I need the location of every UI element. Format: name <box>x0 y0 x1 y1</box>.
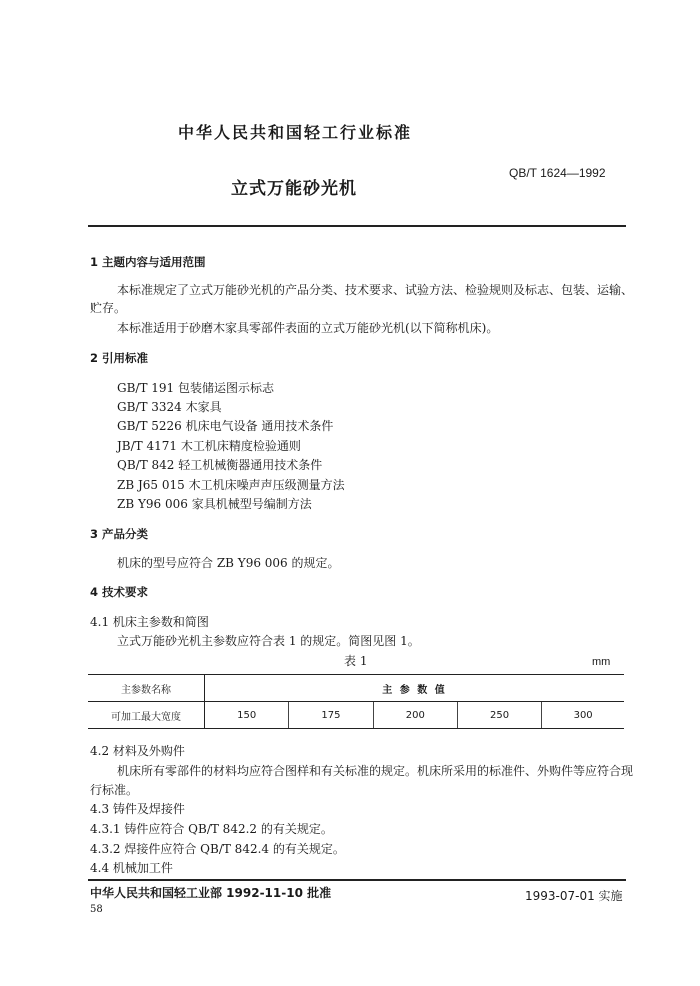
section-1-paragraph-2: 本标准适用于砂磨木家具零部件表面的立式万能砂光机(以下简称机床)。 <box>117 321 499 335</box>
reference-item: ZB Y96 006 家具机械型号编制方法 <box>117 497 312 511</box>
reference-item: GB/T 3324 木家具 <box>117 400 222 414</box>
table-caption: 表 1 <box>344 654 368 668</box>
issuing-organization-title: 中华人民共和国轻工行业标准 <box>178 123 413 142</box>
footer-rule <box>88 879 626 881</box>
section-4-2-paragraph-line1: 机床所有零部件的材料均应符合图样和有关标准的规定。机床所采用的标准件、外购件等应符合现 <box>117 764 634 778</box>
section-4-3-2: 4.3.2 焊接件应符合 QB/T 842.4 的有关规定。 <box>90 842 345 856</box>
table-cell: 250 <box>457 702 541 729</box>
table-cell: 200 <box>373 702 457 729</box>
section-4-3-1: 4.3.1 铸件应符合 QB/T 842.2 的有关规定。 <box>90 822 333 836</box>
section-4-heading: 4 技术要求 <box>90 585 149 599</box>
page-number: 58 <box>90 904 103 915</box>
section-3-heading: 3 产品分类 <box>90 527 149 541</box>
reference-item: QB/T 842 轻工机械衡器通用技术条件 <box>117 458 323 472</box>
section-4-2-heading: 4.2 材料及外购件 <box>90 744 185 758</box>
section-4-4-heading: 4.4 机械加工件 <box>90 861 173 875</box>
standard-code: QB/T 1624—1992 <box>509 166 606 180</box>
section-2-heading: 2 引用标准 <box>90 351 149 365</box>
section-1-paragraph-line1: 本标准规定了立式万能砂光机的产品分类、技术要求、试验方法、检验规则及标志、包装、运输、 <box>117 283 634 297</box>
section-3-paragraph: 机床的型号应符合 ZB Y96 006 的规定。 <box>117 556 340 570</box>
table-cell: 175 <box>289 702 373 729</box>
parameter-table <box>88 674 624 729</box>
approval-statement: 中华人民共和国轻工业部 1992-11-10 批准 <box>90 886 332 900</box>
table-header-row <box>88 675 624 702</box>
table-row-label: 可加工最大宽度 <box>88 702 205 729</box>
reference-item: GB/T 191 包装储运图示标志 <box>117 381 274 395</box>
section-4-2-paragraph-line2: 行标准。 <box>90 783 139 797</box>
section-1-paragraph-line2: 贮存。 <box>90 301 127 315</box>
section-1-heading: 1 主题内容与适用范围 <box>90 255 206 269</box>
table-unit: mm <box>592 656 611 668</box>
table-cell: 300 <box>542 702 624 729</box>
reference-item: GB/T 5226 机床电气设备 通用技术条件 <box>117 419 334 433</box>
header-rule <box>88 225 626 227</box>
table-header-cell: 主参数名称 <box>88 675 205 702</box>
section-4-3-heading: 4.3 铸件及焊接件 <box>90 802 185 816</box>
section-4-1-paragraph: 立式万能砂光机主参数应符合表 1 的规定。简图见图 1。 <box>117 634 420 648</box>
table-cell: 150 <box>205 702 289 729</box>
document-title: 立式万能砂光机 <box>231 179 357 199</box>
effective-date: 1993-07-01 实施 <box>525 889 623 903</box>
reference-item: ZB J65 015 木工机床噪声声压级测量方法 <box>117 478 345 492</box>
table-header-cell: 主 参 数 值 <box>205 675 625 702</box>
table-row <box>88 702 624 729</box>
reference-item: JB/T 4171 木工机床精度检验通则 <box>117 439 301 453</box>
section-4-1-heading: 4.1 机床主参数和简图 <box>90 615 209 629</box>
